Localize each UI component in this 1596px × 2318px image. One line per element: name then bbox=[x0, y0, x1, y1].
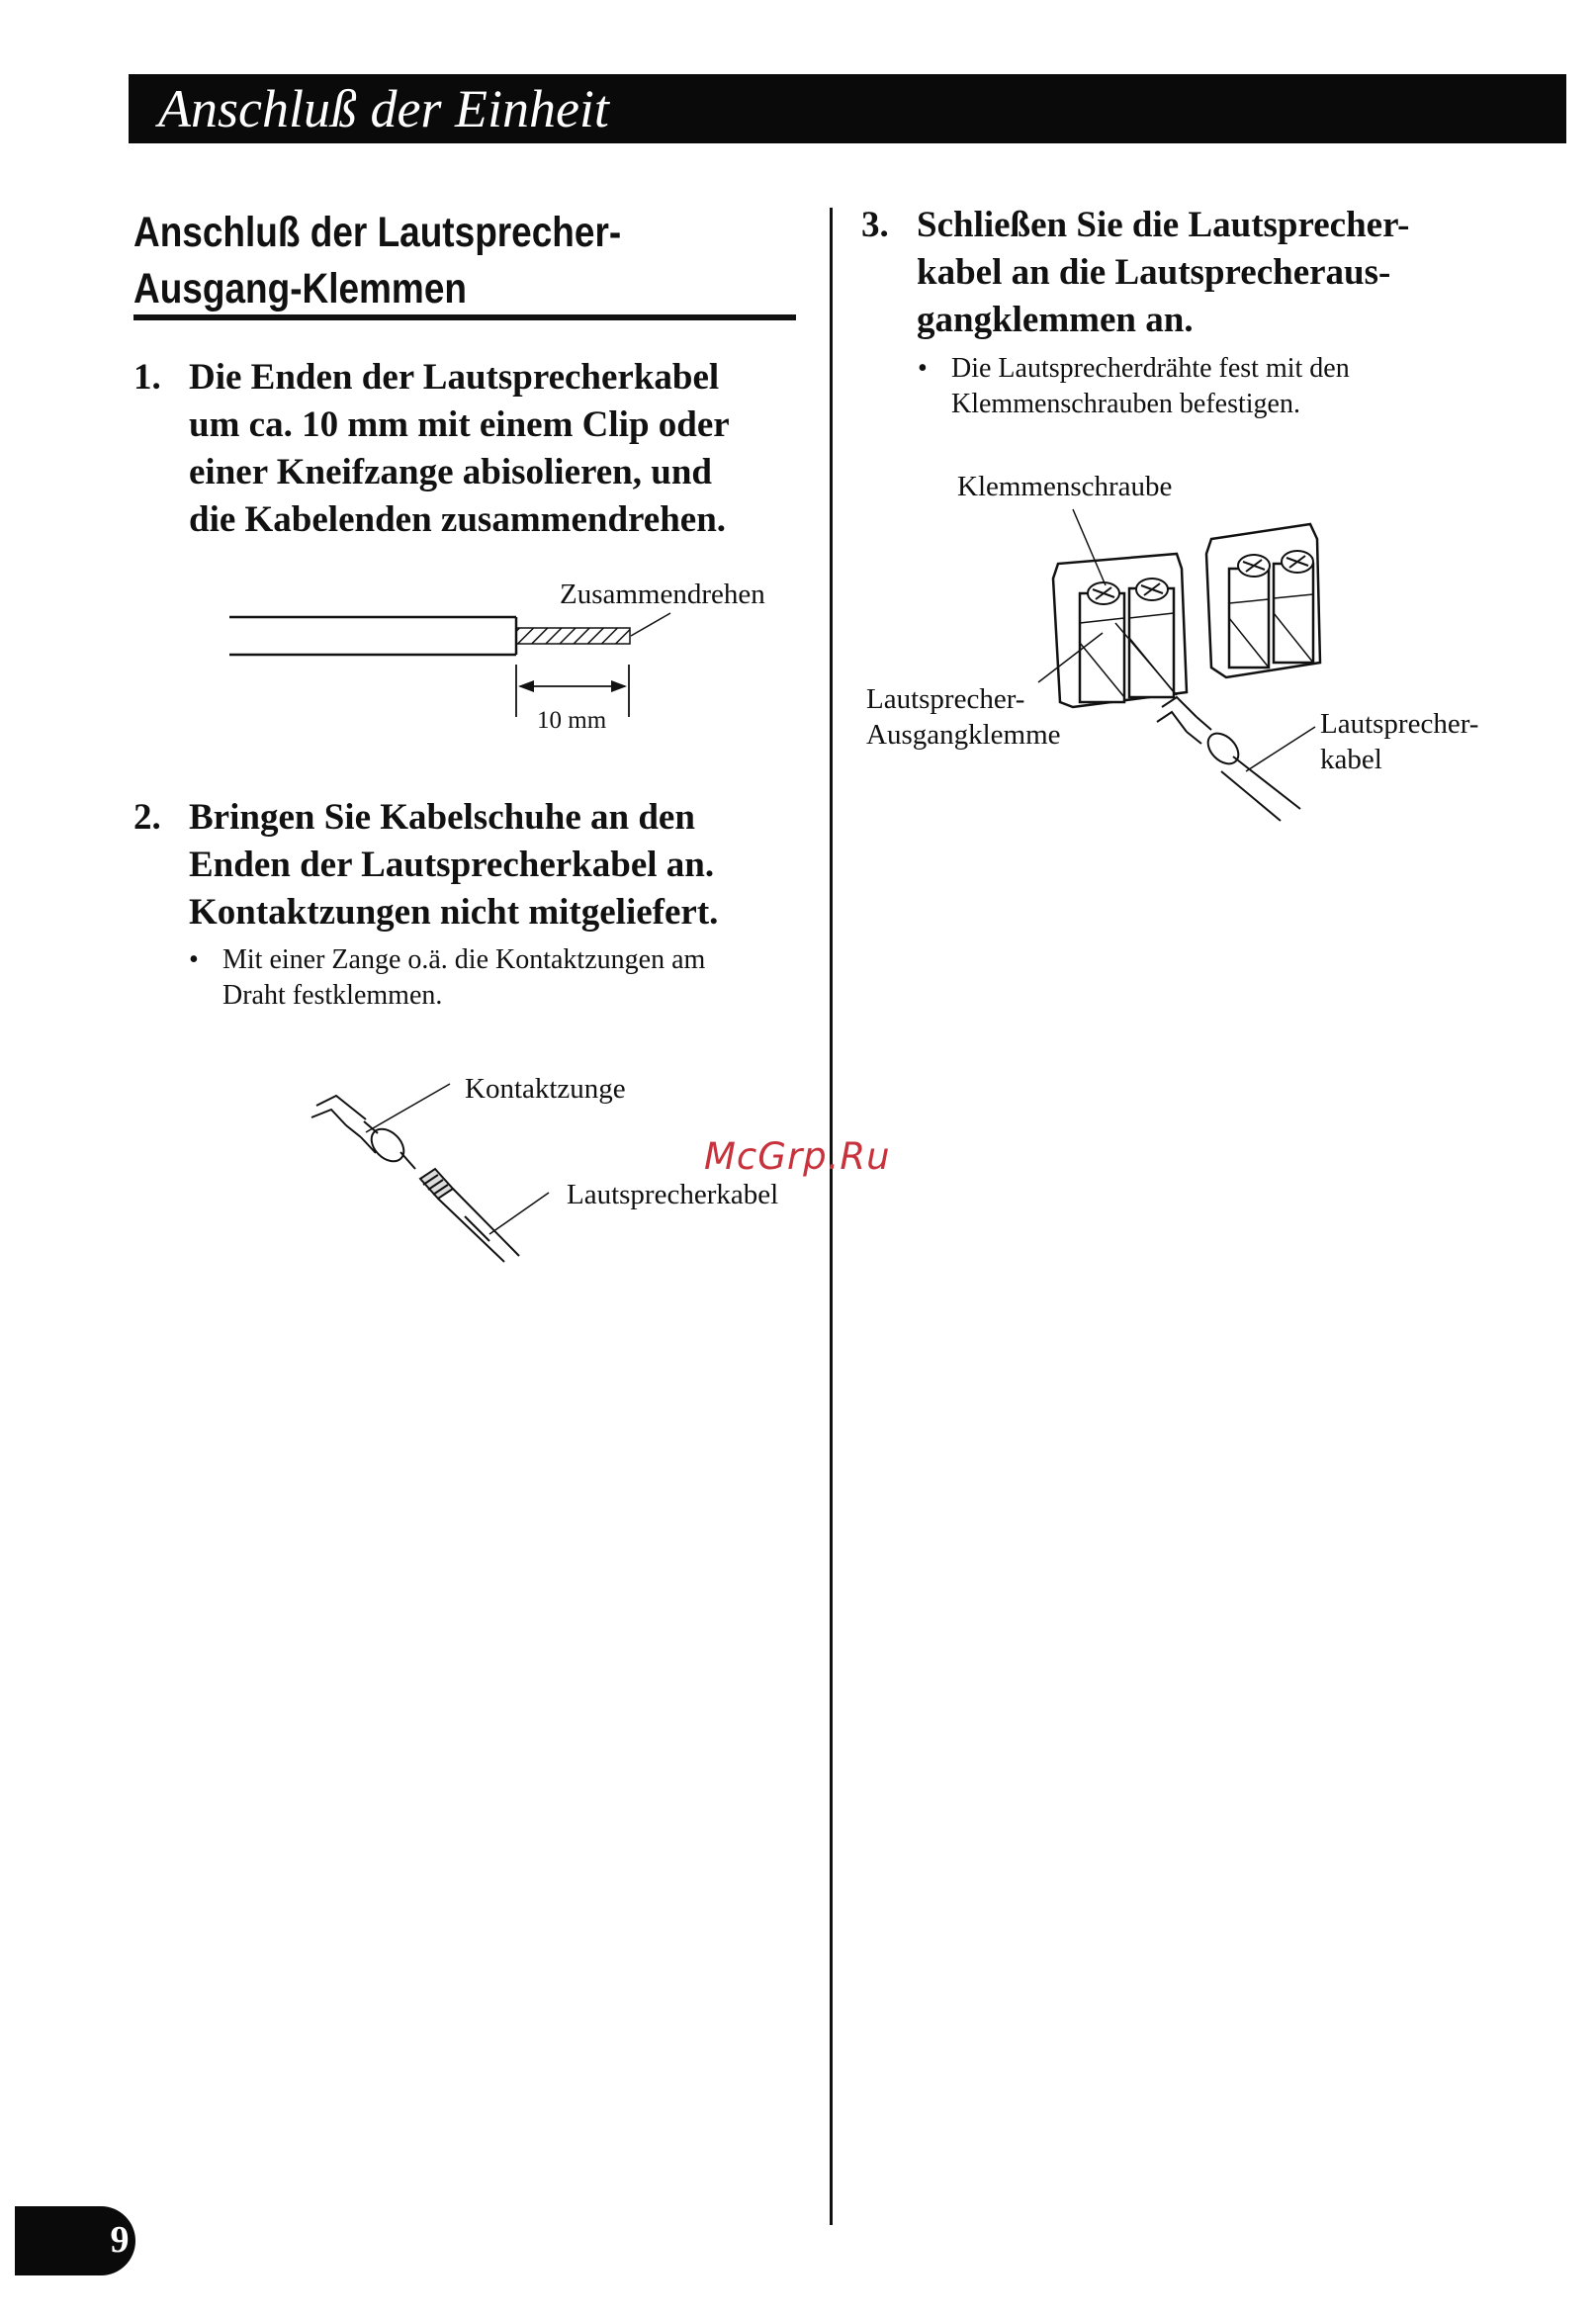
step-3-bullet-line: Klemmenschrauben befestigen. bbox=[951, 389, 1300, 419]
twist-leader-line bbox=[631, 613, 670, 636]
speaker-cable-label-line: Lautsprecher- bbox=[1320, 708, 1479, 740]
step-1-number: 1. bbox=[133, 357, 161, 398]
terminal-block-right bbox=[1206, 524, 1320, 677]
terminal-label-line: Ausgangklemme bbox=[866, 719, 1061, 751]
twist-label: Zusammendrehen bbox=[560, 579, 765, 610]
step-2-bullet-line: Draht festklemmen. bbox=[222, 980, 443, 1011]
terminal-screw-icon bbox=[1238, 555, 1270, 577]
twisted-wire-end bbox=[516, 628, 630, 644]
terminal-label-line: Lautsprecher- bbox=[866, 683, 1025, 715]
tongue-label: Kontaktzunge bbox=[465, 1073, 626, 1105]
step-3-line: gangklemmen an. bbox=[917, 300, 1194, 340]
step-3-bullet-line: Die Lautsprecherdrähte fest mit den bbox=[951, 353, 1350, 384]
step-2-line: Bringen Sie Kabelschuhe an den bbox=[189, 797, 695, 838]
speaker-cable-label bbox=[1320, 706, 1478, 777]
step-2-line: Kontaktzungen nicht mitgeliefert. bbox=[189, 892, 719, 933]
cable-leader-line bbox=[489, 1193, 549, 1234]
step-2-line: Enden der Lautsprecherkabel an. bbox=[189, 845, 715, 885]
step-2-bullet-line: Mit einer Zange o.ä. die Kontaktzungen am bbox=[222, 944, 706, 975]
section-title-line-2: Ausgang-Klemmen bbox=[133, 265, 467, 312]
chapter-title: Anschluß der Einheit bbox=[158, 79, 609, 138]
spade-tongue-icon bbox=[311, 1096, 410, 1168]
column-divider bbox=[830, 208, 833, 2225]
step-2-text bbox=[189, 794, 718, 936]
stripped-cable-end bbox=[420, 1169, 519, 1262]
terminal-label bbox=[866, 681, 1061, 753]
step-3-line: Schließen Sie die Lautsprecher- bbox=[917, 205, 1410, 245]
step-3-text bbox=[917, 202, 1409, 344]
step-2-number: 2. bbox=[133, 797, 161, 838]
step-1-line: Die Enden der Lautsprecherkabel bbox=[189, 357, 720, 398]
cable-leader-line bbox=[1246, 727, 1315, 771]
step-3-number: 3. bbox=[861, 205, 889, 245]
terminal-screw-icon bbox=[1088, 582, 1119, 604]
section-title-rule bbox=[133, 314, 796, 320]
spade-lug-icon bbox=[1157, 697, 1300, 821]
chapter-header-bar bbox=[129, 74, 1566, 143]
page-number-badge bbox=[15, 2206, 135, 2275]
speaker-cable-label-line: kabel bbox=[1320, 744, 1382, 775]
bullet-dot: • bbox=[918, 353, 928, 384]
cable-insulation bbox=[229, 617, 516, 655]
step-1-text bbox=[189, 354, 730, 544]
step-1-line: die Kabelenden zusammendrehen. bbox=[189, 499, 727, 540]
watermark: McGrp.Ru bbox=[704, 1135, 891, 1178]
page-number: 9 bbox=[110, 2219, 130, 2261]
cable-label: Lautsprecherkabel bbox=[567, 1179, 779, 1210]
screw-label: Klemmenschraube bbox=[957, 471, 1173, 502]
bullet-dot: • bbox=[189, 944, 199, 975]
terminal-screw-icon bbox=[1282, 551, 1313, 573]
section-title bbox=[133, 205, 703, 317]
step-3-line: kabel an die Lautsprecheraus- bbox=[917, 252, 1391, 293]
terminal-screw-icon bbox=[1136, 579, 1168, 600]
section-title-line-1: Anschluß der Lautsprecher- bbox=[133, 209, 622, 256]
length-label: 10 mm bbox=[537, 707, 607, 734]
crimp-sleeve-icon bbox=[400, 1152, 415, 1169]
tongue-leader-line bbox=[366, 1084, 450, 1132]
step-1-line: um ca. 10 mm mit einem Clip oder bbox=[189, 404, 730, 445]
spade-lug-diagram bbox=[307, 1078, 564, 1276]
step-1-line: einer Kneifzange abisolieren, und bbox=[189, 452, 712, 492]
